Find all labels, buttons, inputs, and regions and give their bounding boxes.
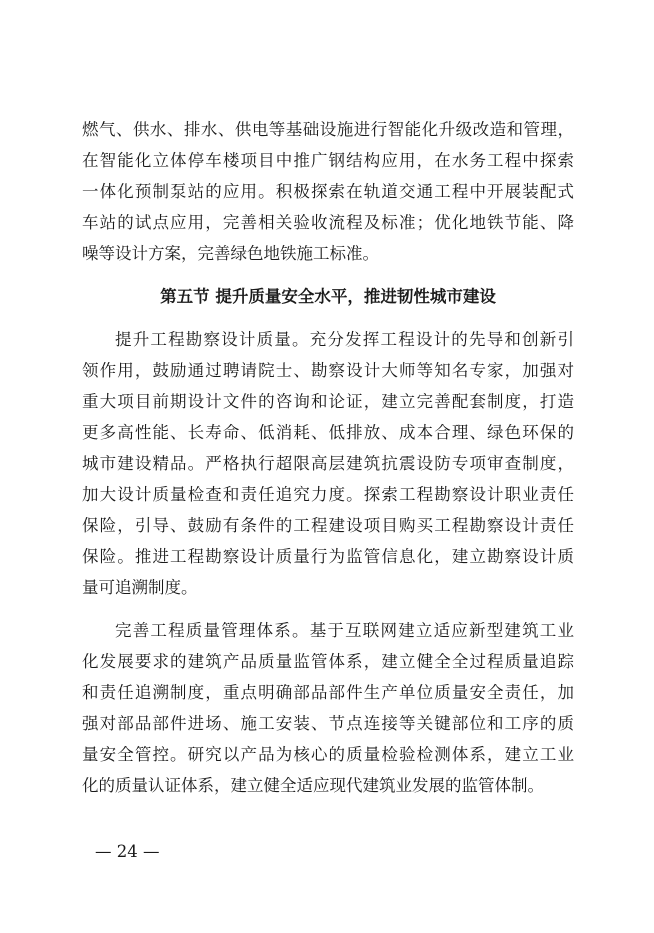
paragraph-line: 车站的试点应用，完善相关验收流程及标准；优化地铁节能、降 [82,213,574,232]
paragraph-line: 保险。推进工程勘察设计质量行为监管信息化，建立勘察设计质 [82,547,574,566]
paragraph-line: 和责任追溯制度，重点明确部品部件生产单位质量安全责任，加 [82,683,574,702]
paragraph-line: 强对部品部件进场、施工安装、节点连接等关键部位和工序的质 [82,714,574,733]
page-number: — 24 — [95,842,160,861]
paragraph-line: 完善工程质量管理体系。基于互联网建立适应新型建筑工业 [115,621,574,640]
paragraph-engineering-survey-design-quality [82,324,574,603]
paragraph-line: 提升工程勘察设计质量。充分发挥工程设计的先导和创新引 [115,330,574,349]
paragraph-line: 重大项目前期设计文件的咨询和论证，建立完善配套制度，打造 [82,392,574,411]
paragraph-line: 量安全管控。研究以产品为核心的质量检验检测体系，建立工业 [82,745,574,764]
paragraph-line: 化发展要求的建筑产品质量监管体系，建立健全全过程质量追踪 [82,652,574,671]
paragraph-line: 一体化预制泵站的应用。积极探索在轨道交通工程中开展装配式 [82,182,574,201]
intro-paragraph [82,114,574,269]
section-heading: 第五节 提升质量安全水平，推进韧性城市建设 [160,287,496,306]
paragraph-line: 加大设计质量检查和责任追究力度。探索工程勘察设计职业责任 [82,485,574,504]
paragraph-line: 在智能化立体停车楼项目中推广钢结构应用，在水务工程中探索 [82,151,574,170]
paragraph-line: 量可追溯制度。 [82,578,198,597]
page-body [82,114,574,801]
paragraph-line: 噪等设计方案，完善绿色地铁施工标准。 [82,244,379,263]
paragraph-quality-management-system [82,615,574,801]
paragraph-line: 城市建设精品。严格执行超限高层建筑抗震设防专项审查制度， [82,454,574,473]
paragraph-line: 领作用，鼓励通过聘请院士、勘察设计大师等知名专家，加强对 [82,361,574,380]
paragraph-line: 保险，引导、鼓励有条件的工程建设项目购买工程勘察设计责任 [82,516,574,535]
paragraph-line: 更多高性能、长寿命、低消耗、低排放、成本合理、绿色环保的 [82,423,574,442]
paragraph-line: 化的质量认证体系，建立健全适应现代建筑业发展的监管体制。 [82,776,544,795]
paragraph-line: 燃气、供水、排水、供电等基础设施进行智能化升级改造和管理， [82,120,574,139]
paragraph-spacer [82,603,574,615]
